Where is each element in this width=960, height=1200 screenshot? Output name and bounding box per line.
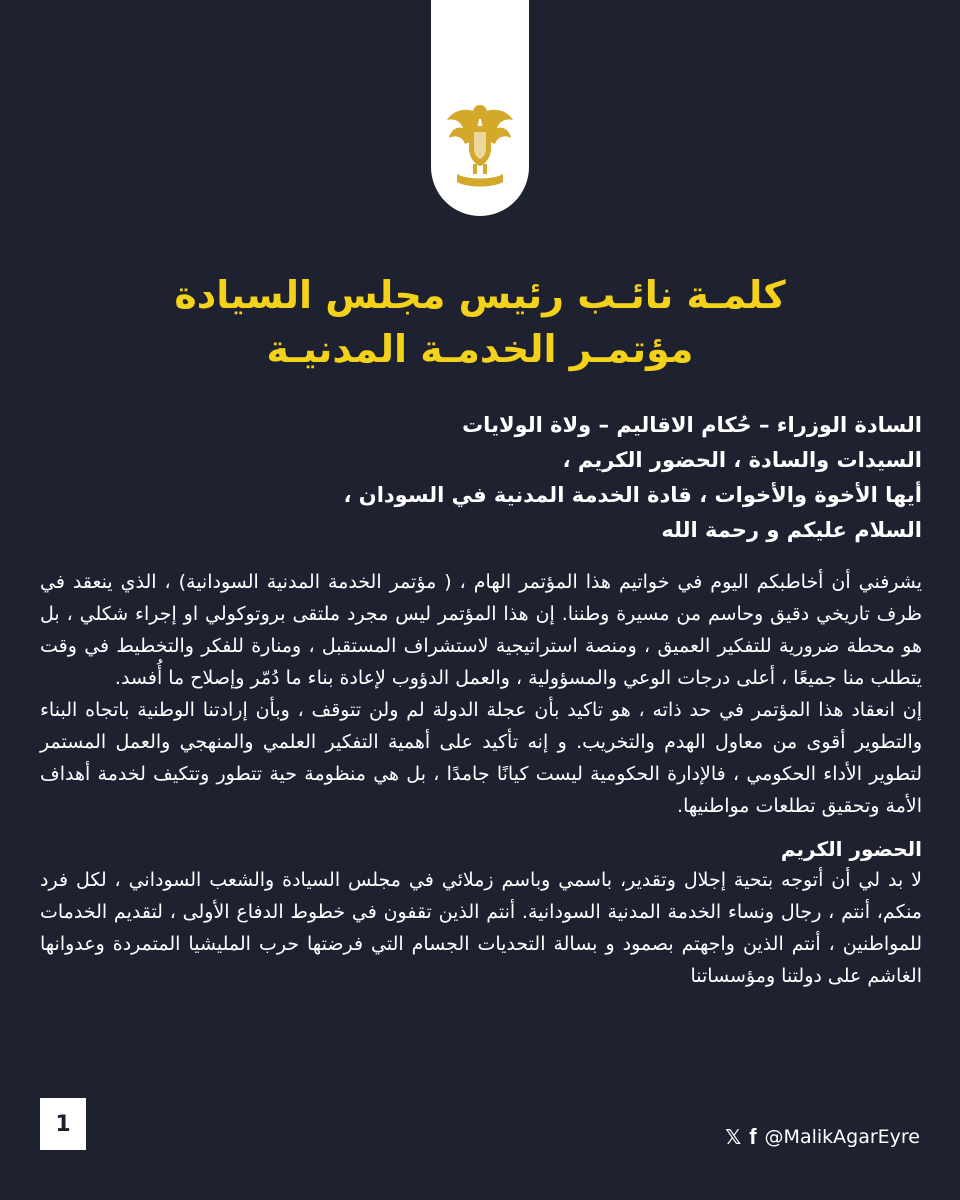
title-line-1: كلمـة نائـب رئيس مجلس السيادة	[174, 273, 786, 317]
emblem-tab	[431, 0, 529, 216]
social-handle[interactable]	[725, 1124, 920, 1150]
greeting-line: السيدات والسادة ، الحضور الكريم ،	[562, 448, 922, 472]
page-title	[100, 268, 860, 376]
greeting-line: السلام عليكم و رحمة الله	[661, 518, 922, 542]
greeting-line: السادة الوزراء – حُكام الاقاليم – ولاة الولايات	[462, 413, 922, 437]
section-heading: الحضور الكريم	[780, 837, 922, 861]
speech-body	[40, 408, 922, 992]
paragraph-3: لا بد لي أن أتوجه بتحية إجلال وتقدير، باسمي وباسم زملائي في مجلس السيادة والشعب السوداني ، لكل فرد منكم، أنتم ، رجال ونساء الخدمة المدنية السودانية. أنتم الذين تقفون في خطوط الدفاع الأولى ، لتقديم الخدمات للمواطنين ، أنتم الذين واجهتم بصمود و بسالة التحديات الجسام التي فرضتها حرب المليشيا المتمردة وعدوانها الغاشم على دولتنا ومؤسساتنا	[40, 869, 922, 987]
greeting-line: أيها الأخوة والأخوات ، قادة الخدمة المدنية في السودان ،	[343, 483, 922, 507]
page-number-badge: 1	[40, 1098, 86, 1150]
handle-text[interactable]: @MalikAgarEyre	[764, 1126, 920, 1148]
title-line-2: مؤتمـر الخدمـة المدنيـة	[266, 327, 694, 371]
paragraph-1: يشرفني أن أخاطبكم اليوم في خواتيم هذا المؤتمر الهام ، ( مؤتمر الخدمة المدنية السودانية) ، الذي ينعقد في ظرف تاريخي دقيق وحاسم من مسيرة وطننا. إن هذا المؤتمر ليس مجرد ملتقى بروتوكولي او إجراء شكلي ، بل هو محطة ضرورية للتفكير العميق ، ومنصة استراتيجية لاستشراف المستقبل ، ومنارة للفكر والتخطيط في وقت يتطلب منا جميعًا ، أعلى درجات الوعي والمسؤولية ، والعمل الدؤوب لإعادة بناء ما دُمّر وإصلاح ما أُفسد.	[40, 571, 922, 689]
sudan-emblem-icon	[445, 96, 515, 192]
paragraph-2: إن انعقاد هذا المؤتمر في حد ذاته ، هو تاكيد بأن عجلة الدولة لم ولن تتوقف ، وبأن إرادتنا الوطنية باتجاه البناء والتطوير أقوى من معاول الهدم والتخريب. و إنه تأكيد على أهمية التفكير العلمي والمنهجي والعمل المستمر لتطوير الأداء الحكومي ، فالإدارة الحكومية ليست كيانًا جامدًا ، بل هي منظومة حية تتطور وتتكيف لخدمة أهداف الأمة وتحقيق تطلعات مواطنيها.	[40, 699, 922, 817]
x-icon[interactable]: 𝕏	[725, 1125, 742, 1149]
facebook-icon[interactable]: f	[749, 1124, 757, 1149]
greeting-block	[40, 408, 922, 548]
